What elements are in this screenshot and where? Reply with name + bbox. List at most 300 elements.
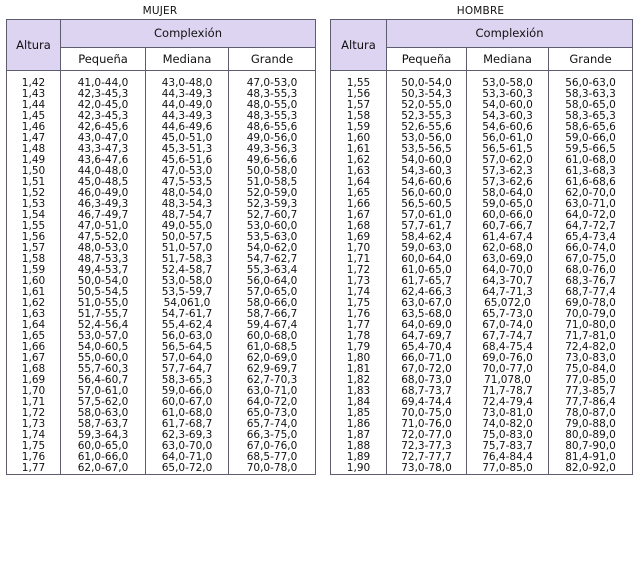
grande-cell: 61,0-68,5 <box>229 342 316 353</box>
mediana-cell: 56,5-61,5 <box>467 144 549 155</box>
pequena-cell: 41,0-44,0 <box>61 78 146 89</box>
grande-cell: 67,0-76,0 <box>229 441 316 452</box>
pequena-cell: 57,5-62,0 <box>61 397 146 408</box>
mujer-pequena-header: Pequeña <box>61 48 146 71</box>
altura-cell: 1,63 <box>7 309 61 320</box>
pequena-cell: 64,0-69,0 <box>387 320 467 331</box>
altura-cell: 1,45 <box>7 111 61 122</box>
grande-cell: 58,3-65,3 <box>549 111 633 122</box>
pequena-cell: 43,6-47,6 <box>61 155 146 166</box>
pequena-cell: 45,0-48,5 <box>61 177 146 188</box>
mediana-cell: 44,6-49,6 <box>146 122 229 133</box>
pequena-cell: 68,0-73,0 <box>387 375 467 386</box>
grande-cell: 62,0-69,0 <box>229 353 316 364</box>
altura-cell: 1,47 <box>7 133 61 144</box>
grande-cell: 65,7-74,0 <box>229 419 316 430</box>
grande-cell: 75,0-84,0 <box>549 364 633 375</box>
pequena-cell: 42,3-45,3 <box>61 111 146 122</box>
pequena-cell: 56,4-60,7 <box>61 375 146 386</box>
grande-cell: 77,0-85,0 <box>549 375 633 386</box>
pequena-cell: 46,0-49,0 <box>61 188 146 199</box>
altura-cell: 1,64 <box>331 177 387 188</box>
grande-cell: 49,6-56,6 <box>229 155 316 166</box>
table-row <box>331 463 633 475</box>
grande-cell: 68,3-76,7 <box>549 276 633 287</box>
mediana-cell: 51,7-58,3 <box>146 254 229 265</box>
hombre-rows <box>331 71 633 475</box>
mediana-cell: 52,4-58,7 <box>146 265 229 276</box>
mediana-cell: 54,3-60,3 <box>467 111 549 122</box>
grande-cell: 66,3-75,0 <box>229 430 316 441</box>
grande-cell: 70,0-78,0 <box>229 463 316 475</box>
altura-cell: 1,66 <box>331 199 387 210</box>
altura-cell: 1,74 <box>331 287 387 298</box>
grande-cell: 64,7-72,7 <box>549 221 633 232</box>
grande-cell: 62,0-70,0 <box>549 188 633 199</box>
pequena-cell: 50,5-54,5 <box>61 287 146 298</box>
altura-cell: 1,83 <box>331 386 387 397</box>
pequena-cell: 72,3-77,3 <box>387 441 467 452</box>
altura-cell: 1,81 <box>331 364 387 375</box>
mediana-cell: 71,7-78,7 <box>467 386 549 397</box>
mediana-cell: 54,6-60,6 <box>467 122 549 133</box>
pequena-cell: 60,0-65,0 <box>61 441 146 452</box>
pequena-cell: 54,3-60,3 <box>387 166 467 177</box>
altura-cell: 1,79 <box>331 342 387 353</box>
pequena-cell: 53,5-56,5 <box>387 144 467 155</box>
pequena-cell: 58,4-62,4 <box>387 232 467 243</box>
mujer-title: MUJER <box>142 5 178 17</box>
grande-cell: 49,3-56,3 <box>229 144 316 155</box>
mediana-cell: 65,7-73,0 <box>467 309 549 320</box>
pequena-cell: 43,0-47,0 <box>61 133 146 144</box>
grande-cell: 58,6-65,6 <box>549 122 633 133</box>
mediana-cell: 64,0-71,0 <box>146 452 229 463</box>
mediana-cell: 60,7-66,7 <box>467 221 549 232</box>
pequena-cell: 56,0-60,0 <box>387 188 467 199</box>
altura-cell: 1,59 <box>331 122 387 133</box>
mediana-cell: 44,0-49,0 <box>146 100 229 111</box>
mediana-cell: 70,0-77,0 <box>467 364 549 375</box>
grande-cell: 49,0-56,0 <box>229 133 316 144</box>
grande-cell: 69,0-78,0 <box>549 298 633 309</box>
pequena-cell: 52,6-55,6 <box>387 122 467 133</box>
mediana-cell: 64,7-71,3 <box>467 287 549 298</box>
pequena-cell: 48,0-53,0 <box>61 243 146 254</box>
pequena-cell: 72,7-77,7 <box>387 452 467 463</box>
mediana-cell: 59,0-66,0 <box>146 386 229 397</box>
altura-cell: 1,60 <box>7 276 61 287</box>
pequena-cell: 48,7-53,3 <box>61 254 146 265</box>
altura-cell: 1,64 <box>7 320 61 331</box>
mediana-cell: 53,3-60,3 <box>467 89 549 100</box>
pequena-cell: 57,0-61,0 <box>61 386 146 397</box>
grande-cell: 61,6-68,6 <box>549 177 633 188</box>
mediana-cell: 49,0-55,0 <box>146 221 229 232</box>
altura-cell: 1,90 <box>331 463 387 475</box>
mediana-cell: 64,0-70,0 <box>467 265 549 276</box>
altura-cell: 1,57 <box>331 100 387 111</box>
pequena-cell: 59,3-64,3 <box>61 430 146 441</box>
altura-cell: 1,82 <box>331 375 387 386</box>
pequena-cell: 56,5-60,5 <box>387 199 467 210</box>
grande-cell: 64,0-72,0 <box>549 210 633 221</box>
mediana-cell: 75,7-83,7 <box>467 441 549 452</box>
mediana-cell: 45,6-51,6 <box>146 155 229 166</box>
mediana-cell: 58,3-65,3 <box>146 375 229 386</box>
grande-cell: 48,0-55,0 <box>229 100 316 111</box>
pequena-cell: 63,5-68,0 <box>387 309 467 320</box>
altura-cell: 1,68 <box>331 221 387 232</box>
mediana-cell: 53,0-58,0 <box>146 276 229 287</box>
mediana-cell: 62,3-69,3 <box>146 430 229 441</box>
altura-cell: 1,71 <box>331 254 387 265</box>
mediana-cell: 45,0-51,0 <box>146 133 229 144</box>
pequena-cell: 70,0-75,0 <box>387 408 467 419</box>
pequena-cell: 59,0-63,0 <box>387 243 467 254</box>
pequena-cell: 42,0-45,0 <box>61 100 146 111</box>
grande-cell: 80,0-89,0 <box>549 430 633 441</box>
mediana-cell: 75,0-83,0 <box>467 430 549 441</box>
pequena-cell: 52,4-56,4 <box>61 320 146 331</box>
mediana-cell: 60,0-67,0 <box>146 397 229 408</box>
altura-cell: 1,67 <box>331 210 387 221</box>
grande-cell: 64,0-72,0 <box>229 397 316 408</box>
pequena-cell: 57,7-61,7 <box>387 221 467 232</box>
grande-cell: 66,0-74,0 <box>549 243 633 254</box>
mediana-cell: 73,0-81,0 <box>467 408 549 419</box>
grande-cell: 79,0-88,0 <box>549 419 633 430</box>
altura-cell: 1,84 <box>331 397 387 408</box>
pequena-cell: 72,0-77,0 <box>387 430 467 441</box>
pequena-cell: 57,0-61,0 <box>387 210 467 221</box>
hombre-grande-header: Grande <box>549 48 633 71</box>
grande-cell: 58,3-63,3 <box>549 89 633 100</box>
pequena-cell: 60,0-64,0 <box>387 254 467 265</box>
pequena-cell: 67,0-72,0 <box>387 364 467 375</box>
pequena-cell: 64,7-69,7 <box>387 331 467 342</box>
mediana-cell: 67,0-74,0 <box>467 320 549 331</box>
mediana-cell: 44,3-49,3 <box>146 111 229 122</box>
mediana-cell: 61,7-68,7 <box>146 419 229 430</box>
grande-cell: 52,0-59,0 <box>229 188 316 199</box>
grande-cell: 61,0-68,0 <box>549 155 633 166</box>
grande-cell: 65,0-73,0 <box>229 408 316 419</box>
grande-cell: 50,0-58,0 <box>229 166 316 177</box>
altura-cell: 1,65 <box>7 331 61 342</box>
pequena-cell: 47,0-51,0 <box>61 221 146 232</box>
pequena-cell: 55,7-60,3 <box>61 364 146 375</box>
grande-cell: 54,0-62,0 <box>229 243 316 254</box>
altura-cell: 1,67 <box>7 353 61 364</box>
pequena-cell: 42,3-45,3 <box>61 89 146 100</box>
altura-cell: 1,60 <box>331 133 387 144</box>
mediana-cell: 60,0-66,0 <box>467 210 549 221</box>
mediana-cell: 76,4-84,4 <box>467 452 549 463</box>
altura-cell: 1,69 <box>7 375 61 386</box>
altura-cell: 1,42 <box>7 78 61 89</box>
grande-cell: 58,0-66,0 <box>229 298 316 309</box>
grande-cell: 63,0-71,0 <box>229 386 316 397</box>
altura-cell: 1,68 <box>7 364 61 375</box>
altura-cell: 1,58 <box>331 111 387 122</box>
grande-cell: 71,0-80,0 <box>549 320 633 331</box>
mediana-cell: 56,0-63,0 <box>146 331 229 342</box>
mediana-cell: 53,5-59,7 <box>146 287 229 298</box>
altura-cell: 1,74 <box>7 430 61 441</box>
altura-cell: 1,72 <box>331 265 387 276</box>
pequena-cell: 46,7-49,7 <box>61 210 146 221</box>
mediana-cell: 72,4-79,4 <box>467 397 549 408</box>
grande-cell: 51,0-58,5 <box>229 177 316 188</box>
pequena-cell: 44,0-48,0 <box>61 166 146 177</box>
mediana-cell: 65,072,0 <box>467 298 549 309</box>
pequena-cell: 51,0-55,0 <box>61 298 146 309</box>
altura-cell: 1,70 <box>331 243 387 254</box>
altura-cell: 1,57 <box>7 243 61 254</box>
mediana-cell: 74,0-82,0 <box>467 419 549 430</box>
hombre-title: HOMBRE <box>456 5 505 17</box>
hombre-mediana-header: Mediana <box>467 48 549 71</box>
mediana-cell: 54,0-60,0 <box>467 100 549 111</box>
altura-cell: 1,49 <box>7 155 61 166</box>
mujer-complexion-header: Complexión <box>61 20 316 48</box>
altura-cell: 1,44 <box>7 100 61 111</box>
altura-cell: 1,76 <box>331 309 387 320</box>
altura-cell: 1,76 <box>7 452 61 463</box>
altura-cell: 1,61 <box>331 144 387 155</box>
grande-cell: 73,0-83,0 <box>549 353 633 364</box>
altura-cell: 1,51 <box>7 177 61 188</box>
mediana-cell: 45,3-51,3 <box>146 144 229 155</box>
mediana-cell: 56,0-61,0 <box>467 133 549 144</box>
pequena-cell: 73,0-78,0 <box>387 463 467 475</box>
altura-cell: 1,87 <box>331 430 387 441</box>
altura-cell: 1,73 <box>331 276 387 287</box>
pequena-cell: 61,0-65,0 <box>387 265 467 276</box>
grande-cell: 59,0-66,0 <box>549 133 633 144</box>
altura-cell: 1,56 <box>331 89 387 100</box>
pequena-cell: 61,0-66,0 <box>61 452 146 463</box>
altura-cell: 1,80 <box>331 353 387 364</box>
pequena-cell: 65,4-70,4 <box>387 342 467 353</box>
altura-cell: 1,89 <box>331 452 387 463</box>
altura-cell: 1,86 <box>331 419 387 430</box>
altura-cell: 1,85 <box>331 408 387 419</box>
pequena-cell: 58,7-63,7 <box>61 419 146 430</box>
grande-cell: 56,0-64,0 <box>229 276 316 287</box>
grande-cell: 62,9-69,7 <box>229 364 316 375</box>
mediana-cell: 47,0-53,0 <box>146 166 229 177</box>
grande-cell: 58,0-65,0 <box>549 100 633 111</box>
pequena-cell: 43,3-47,3 <box>61 144 146 155</box>
mediana-cell: 63,0-70,0 <box>146 441 229 452</box>
altura-cell: 1,65 <box>331 188 387 199</box>
grande-cell: 52,7-60,7 <box>229 210 316 221</box>
grande-cell: 48,3-55,3 <box>229 111 316 122</box>
mediana-cell: 57,3-62,6 <box>467 177 549 188</box>
mediana-cell: 53,0-58,0 <box>467 78 549 89</box>
altura-cell: 1,52 <box>7 188 61 199</box>
mediana-cell: 59,0-65,0 <box>467 199 549 210</box>
pequena-cell: 54,0-60,0 <box>387 155 467 166</box>
grande-cell: 53,5-63,0 <box>229 232 316 243</box>
mediana-cell: 69,0-76,0 <box>467 353 549 364</box>
grande-cell: 48,3-55,3 <box>229 89 316 100</box>
grande-cell: 52,3-59,3 <box>229 199 316 210</box>
grande-cell: 54,7-62,7 <box>229 254 316 265</box>
pequena-cell: 46,3-49,3 <box>61 199 146 210</box>
table-row <box>7 463 316 475</box>
mediana-cell: 61,4-67,4 <box>467 232 549 243</box>
altura-cell: 1,71 <box>7 397 61 408</box>
grande-cell: 59,5-66,5 <box>549 144 633 155</box>
grande-cell: 53,0-60,0 <box>229 221 316 232</box>
mediana-cell: 64,3-70,7 <box>467 276 549 287</box>
mediana-cell: 71,078,0 <box>467 375 549 386</box>
mediana-cell: 54,061,0 <box>146 298 229 309</box>
mediana-cell: 48,3-54,3 <box>146 199 229 210</box>
hombre-pequena-header: Pequeña <box>387 48 467 71</box>
mediana-cell: 43,0-48,0 <box>146 78 229 89</box>
pequena-cell: 52,0-55,0 <box>387 100 467 111</box>
pequena-cell: 50,3-54,3 <box>387 89 467 100</box>
hombre-complexion-header: Complexión <box>387 20 633 48</box>
grande-cell: 56,0-63,0 <box>549 78 633 89</box>
grande-cell: 48,6-55,6 <box>229 122 316 133</box>
pequena-cell: 50,0-54,0 <box>387 78 467 89</box>
mediana-cell: 68,4-75,4 <box>467 342 549 353</box>
altura-cell: 1,69 <box>331 232 387 243</box>
pequena-cell: 52,3-55,3 <box>387 111 467 122</box>
mediana-cell: 63,0-69,0 <box>467 254 549 265</box>
pequena-cell: 66,0-71,0 <box>387 353 467 364</box>
altura-cell: 1,55 <box>331 78 387 89</box>
altura-cell: 1,48 <box>7 144 61 155</box>
mediana-cell: 54,7-61,7 <box>146 309 229 320</box>
altura-cell: 1,54 <box>7 210 61 221</box>
grande-cell: 80,7-90,0 <box>549 441 633 452</box>
pequena-cell: 71,0-76,0 <box>387 419 467 430</box>
grande-cell: 68,5-77,0 <box>229 452 316 463</box>
mediana-cell: 57,0-64,0 <box>146 353 229 364</box>
grande-cell: 68,0-76,0 <box>549 265 633 276</box>
grande-cell: 65,4-73,4 <box>549 232 633 243</box>
pequena-cell: 58,0-63,0 <box>61 408 146 419</box>
altura-cell: 1,77 <box>7 463 61 475</box>
altura-cell: 1,78 <box>331 331 387 342</box>
altura-cell: 1,62 <box>7 298 61 309</box>
altura-cell: 1,88 <box>331 441 387 452</box>
pequena-cell: 68,7-73,7 <box>387 386 467 397</box>
altura-cell: 1,46 <box>7 122 61 133</box>
grande-cell: 77,7-86,4 <box>549 397 633 408</box>
altura-cell: 1,70 <box>7 386 61 397</box>
altura-cell: 1,62 <box>331 155 387 166</box>
mediana-cell: 65,0-72,0 <box>146 463 229 475</box>
mediana-cell: 50,0-57,5 <box>146 232 229 243</box>
pequena-cell: 51,7-55,7 <box>61 309 146 320</box>
grande-cell: 68,7-77,4 <box>549 287 633 298</box>
mediana-cell: 57,0-62,0 <box>467 155 549 166</box>
grande-cell: 59,4-67,4 <box>229 320 316 331</box>
mediana-cell: 62,0-68,0 <box>467 243 549 254</box>
grande-cell: 57,0-65,0 <box>229 287 316 298</box>
mediana-cell: 58,0-64,0 <box>467 188 549 199</box>
pequena-cell: 54,0-60,5 <box>61 342 146 353</box>
altura-cell: 1,53 <box>7 199 61 210</box>
mediana-cell: 56,5-64,5 <box>146 342 229 353</box>
altura-cell: 1,59 <box>7 265 61 276</box>
grande-cell: 47,0-53,0 <box>229 78 316 89</box>
pequena-cell: 55,0-60,0 <box>61 353 146 364</box>
pequena-cell: 50,0-54,0 <box>61 276 146 287</box>
pequena-cell: 53,0-57,0 <box>61 331 146 342</box>
mediana-cell: 48,7-54,7 <box>146 210 229 221</box>
altura-cell: 1,43 <box>7 89 61 100</box>
altura-cell: 1,55 <box>7 221 61 232</box>
mediana-cell: 57,7-64,7 <box>146 364 229 375</box>
mediana-cell: 51,0-57,0 <box>146 243 229 254</box>
altura-cell: 1,50 <box>7 166 61 177</box>
grande-cell: 63,0-71,0 <box>549 199 633 210</box>
grande-cell: 60,0-68,0 <box>229 331 316 342</box>
mediana-cell: 48,0-54,0 <box>146 188 229 199</box>
mediana-cell: 67,7-74,7 <box>467 331 549 342</box>
pequena-cell: 53,0-56,0 <box>387 133 467 144</box>
mujer-grande-header: Grande <box>229 48 316 71</box>
pequena-cell: 54,6-60,6 <box>387 177 467 188</box>
mediana-cell: 47,5-53,5 <box>146 177 229 188</box>
altura-cell: 1,75 <box>331 298 387 309</box>
altura-cell: 1,56 <box>7 232 61 243</box>
pequena-cell: 61,7-65,7 <box>387 276 467 287</box>
pequena-cell: 62,4-66,3 <box>387 287 467 298</box>
altura-cell: 1,72 <box>7 408 61 419</box>
grande-cell: 81,4-91,0 <box>549 452 633 463</box>
altura-cell: 1,77 <box>331 320 387 331</box>
mediana-cell: 61,0-68,0 <box>146 408 229 419</box>
altura-cell: 1,63 <box>331 166 387 177</box>
grande-cell: 58,7-66,7 <box>229 309 316 320</box>
pequena-cell: 69,4-74,4 <box>387 397 467 408</box>
grande-cell: 61,3-68,3 <box>549 166 633 177</box>
altura-cell: 1,75 <box>7 441 61 452</box>
mediana-cell: 44,3-49,3 <box>146 89 229 100</box>
pequena-cell: 42,6-45,6 <box>61 122 146 133</box>
pequena-cell: 47,5-52,0 <box>61 232 146 243</box>
grande-cell: 77,3-85,7 <box>549 386 633 397</box>
mujer-altura-header: Altura <box>7 20 61 71</box>
mujer-table <box>6 19 316 475</box>
pequena-cell: 62,0-67,0 <box>61 463 146 475</box>
grande-cell: 67,0-75,0 <box>549 254 633 265</box>
grande-cell: 71,7-81,0 <box>549 331 633 342</box>
hombre-table <box>330 19 633 475</box>
altura-cell: 1,73 <box>7 419 61 430</box>
grande-cell: 62,7-70,3 <box>229 375 316 386</box>
grande-cell: 70,0-79,0 <box>549 309 633 320</box>
altura-cell: 1,58 <box>7 254 61 265</box>
pequena-cell: 63,0-67,0 <box>387 298 467 309</box>
hombre-altura-header: Altura <box>331 20 387 71</box>
mediana-cell: 57,3-62,3 <box>467 166 549 177</box>
mediana-cell: 55,4-62,4 <box>146 320 229 331</box>
grande-cell: 55,3-63,4 <box>229 265 316 276</box>
grande-cell: 72,4-82,0 <box>549 342 633 353</box>
mujer-rows <box>7 71 316 475</box>
mediana-cell: 77,0-85,0 <box>467 463 549 475</box>
